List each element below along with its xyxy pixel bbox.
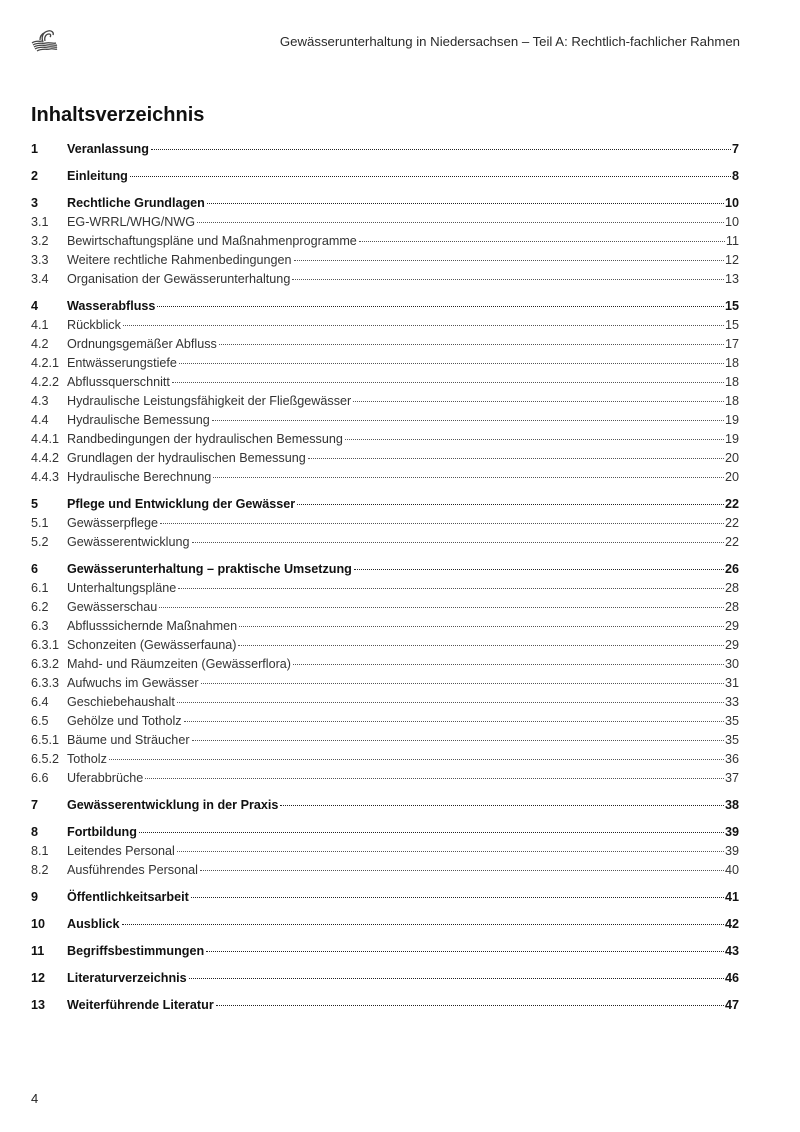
toc-entry-number: 4.2.1: [31, 356, 60, 370]
toc-entry-number: 8.2: [31, 863, 49, 877]
toc-entry-title: Rechtliche Grundlagen: [67, 196, 205, 210]
toc-entry-title: Uferabbrüche: [67, 771, 144, 785]
toc-entry-page: 13: [724, 272, 739, 286]
toc-entry[interactable]: [31, 969, 739, 988]
toc-entry-page: 30: [724, 657, 739, 671]
toc-entry-title: Weiterführende Literatur: [67, 998, 214, 1012]
dot-leader: [354, 569, 724, 570]
toc-entry-page: 43: [724, 944, 739, 958]
toc-entry[interactable]: [31, 373, 739, 392]
toc-entry-title: Ordnungsgemäßer Abfluss: [67, 337, 217, 351]
toc-entry[interactable]: [31, 514, 739, 533]
toc-entry[interactable]: [31, 232, 739, 251]
toc-entry-number: 6.5.2: [31, 752, 60, 766]
dot-leader: [160, 523, 724, 524]
toc-entry-page: 10: [724, 215, 739, 229]
toc-entry-page: 28: [724, 581, 739, 595]
toc-entry-title: EG-WRRL/WHG/NWG: [67, 215, 196, 229]
dot-leader: [192, 740, 724, 741]
toc-entry[interactable]: [31, 674, 739, 693]
toc-entry-page: 20: [724, 451, 739, 465]
toc-entry-number: 6.6: [31, 771, 49, 785]
dot-leader: [293, 664, 724, 665]
toc-entry-title: Aufwuchs im Gewässer: [67, 676, 199, 690]
toc-entry-number: 4.3: [31, 394, 49, 408]
toc-entry[interactable]: [31, 731, 739, 750]
toc-entry[interactable]: [31, 468, 739, 487]
toc-entry-number: 6.1: [31, 581, 49, 595]
toc-entry-page: 42: [724, 917, 739, 931]
toc-entry[interactable]: [31, 251, 739, 270]
toc-entry-number: 4.4.1: [31, 432, 60, 446]
toc-entry-number: 13: [31, 998, 46, 1012]
toc-entry-page: 33: [724, 695, 739, 709]
toc-entry[interactable]: [31, 823, 739, 842]
toc-entry[interactable]: [31, 769, 739, 788]
toc-entry-number: 6.3.3: [31, 676, 60, 690]
toc-entry-title: Organisation der Gewässerunterhaltung: [67, 272, 291, 286]
toc-entry[interactable]: [31, 392, 739, 411]
toc-entry-title: Hydraulische Leistungsfähigkeit der Fließgewässer: [67, 394, 352, 408]
toc-entry-number: 3: [31, 196, 39, 210]
dot-leader: [139, 832, 724, 833]
dot-leader: [123, 325, 724, 326]
toc-entry-number: 4.4.2: [31, 451, 60, 465]
toc-entry[interactable]: [31, 712, 739, 731]
toc-entry-number: 3.4: [31, 272, 49, 286]
toc-entry-page: 19: [724, 413, 739, 427]
toc-entry-title: Abflusssichernde Maßnahmen: [67, 619, 238, 633]
dot-leader: [359, 241, 725, 242]
toc-entry-number: 6.4: [31, 695, 49, 709]
toc-entry-page: 29: [724, 619, 739, 633]
toc-entry-number: 1: [31, 142, 39, 156]
toc-entry-title: Fortbildung: [67, 825, 137, 839]
dot-leader: [213, 477, 724, 478]
toc-entry-title: Weitere rechtliche Rahmenbedingungen: [67, 253, 292, 267]
toc-entry-title: Pflege und Entwicklung der Gewässer: [67, 497, 296, 511]
toc-entry[interactable]: [31, 842, 739, 861]
toc-entry-number: 6: [31, 562, 39, 576]
toc-entry[interactable]: [31, 598, 739, 617]
toc-entry-page: 17: [724, 337, 739, 351]
toc-entry-page: 15: [724, 299, 739, 313]
dot-leader: [212, 420, 724, 421]
toc-entry[interactable]: [31, 194, 739, 213]
running-header-title: Gewässerunterhaltung in Niedersachsen – Teil A: Rechtlich-fachlicher Rahmen: [279, 34, 740, 49]
toc-entry[interactable]: [31, 942, 739, 961]
toc-entry-page: 39: [724, 825, 739, 839]
dot-leader: [109, 759, 724, 760]
toc-entry-number: 6.3.1: [31, 638, 60, 652]
toc-entry[interactable]: [31, 449, 739, 468]
dot-leader: [197, 222, 724, 223]
toc-entry[interactable]: [31, 354, 739, 373]
toc-entry-page: 26: [724, 562, 739, 576]
toc-entry-title: Begriffsbestimmungen: [67, 944, 205, 958]
toc-entry-page: 18: [724, 394, 739, 408]
toc-entry-number: 4.2: [31, 337, 49, 351]
toc-entry-number: 6.3.2: [31, 657, 60, 671]
toc-entry-number: 6.5: [31, 714, 49, 728]
toc-entry-number: 3.3: [31, 253, 49, 267]
toc-entry-title: Ausblick: [67, 917, 120, 931]
toc-entry-number: 4: [31, 299, 39, 313]
toc-entry[interactable]: [31, 861, 739, 880]
toc-entry-number: 5: [31, 497, 39, 511]
toc-entry-number: 6.2: [31, 600, 49, 614]
toc-entry-number: 9: [31, 890, 39, 904]
toc-entry-title: Öffentlichkeitsarbeit: [67, 890, 189, 904]
dot-leader: [122, 924, 724, 925]
toc-entry-number: 11: [31, 944, 45, 958]
toc-entry-page: 36: [724, 752, 739, 766]
dot-leader: [177, 851, 724, 852]
toc-entry[interactable]: [31, 430, 739, 449]
dot-leader: [216, 1005, 724, 1006]
toc-entry-page: 7: [731, 142, 739, 156]
toc-entry-title: Bewirtschaftungspläne und Maßnahmenprogramme: [67, 234, 357, 248]
toc-entry[interactable]: [31, 270, 739, 289]
toc-entry-title: Gehölze und Totholz: [67, 714, 182, 728]
toc-entry-title: Gewässerschau: [67, 600, 158, 614]
dot-leader: [179, 363, 724, 364]
toc-entry-page: 18: [724, 356, 739, 370]
toc-entry-title: Gewässerentwicklung in der Praxis: [67, 798, 279, 812]
toc-entry-page: 35: [724, 714, 739, 728]
dot-leader: [192, 542, 724, 543]
dot-leader: [353, 401, 724, 402]
toc-entry-page: 15: [724, 318, 739, 332]
toc-entry[interactable]: [31, 533, 739, 552]
toc-entry-page: 10: [724, 196, 739, 210]
dot-leader: [294, 260, 724, 261]
dot-leader: [172, 382, 724, 383]
toc-entry-title: Abflussquerschnitt: [67, 375, 170, 389]
toc-heading: Inhaltsverzeichnis: [31, 104, 205, 126]
toc-entry[interactable]: [31, 140, 739, 159]
toc-entry-title: Veranlassung: [67, 142, 149, 156]
dot-leader: [219, 344, 724, 345]
toc-entry[interactable]: [31, 796, 739, 815]
dot-leader: [345, 439, 724, 440]
dot-leader: [177, 702, 724, 703]
toc-entry[interactable]: [31, 693, 739, 712]
toc-entry[interactable]: [31, 579, 739, 598]
dot-leader: [145, 778, 724, 779]
wave-logo-icon: [30, 29, 58, 53]
dot-leader: [178, 588, 724, 589]
dot-leader: [200, 870, 724, 871]
toc-entry-number: 12: [31, 971, 46, 985]
toc-entry-number: 5.2: [31, 535, 49, 549]
toc-entry-number: 8: [31, 825, 39, 839]
toc-entry-title: Bäume und Sträucher: [67, 733, 190, 747]
dot-leader: [201, 683, 724, 684]
page-number: 4: [31, 1091, 39, 1106]
dot-leader: [130, 176, 731, 177]
toc-entry[interactable]: [31, 560, 739, 579]
toc-entry-number: 7: [31, 798, 39, 812]
toc-entry[interactable]: [31, 167, 739, 186]
toc-entry[interactable]: [31, 297, 739, 316]
toc-entry-number: 3.2: [31, 234, 49, 248]
toc-entry-number: 4.2.2: [31, 375, 60, 389]
toc-entry-page: 12: [724, 253, 739, 267]
toc-entry-title: Hydraulische Berechnung: [67, 470, 212, 484]
toc-entry-title: Gewässerunterhaltung – praktische Umsetzung: [67, 562, 352, 576]
toc-entry-number: 3.1: [31, 215, 49, 229]
toc-entry-page: 41: [724, 890, 739, 904]
toc-entry-page: 35: [724, 733, 739, 747]
toc-entry-page: 40: [724, 863, 739, 877]
toc-entry-title: Leitendes Personal: [67, 844, 175, 858]
dot-leader: [207, 203, 724, 204]
dot-leader: [151, 149, 731, 150]
toc-entry-number: 10: [31, 917, 46, 931]
toc-entry-title: Wasserabfluss: [67, 299, 156, 313]
toc-entry[interactable]: [31, 996, 739, 1015]
toc-entry[interactable]: [31, 636, 739, 655]
toc-entry[interactable]: [31, 655, 739, 674]
dot-leader: [159, 607, 724, 608]
dot-leader: [297, 504, 724, 505]
dot-leader: [308, 458, 724, 459]
toc-entry-page: 22: [724, 516, 739, 530]
dot-leader: [206, 951, 724, 952]
toc-entry-title: Rückblick: [67, 318, 121, 332]
toc-entry[interactable]: [31, 213, 739, 232]
toc-entry-title: Gewässerentwicklung: [67, 535, 190, 549]
toc-entry-page: 47: [724, 998, 739, 1012]
dot-leader: [189, 978, 724, 979]
toc-entry-page: 28: [724, 600, 739, 614]
toc-entry-title: Geschiebehaushalt: [67, 695, 175, 709]
toc-entry[interactable]: [31, 316, 739, 335]
toc-entry-number: 4.1: [31, 318, 49, 332]
toc-entry[interactable]: [31, 915, 739, 934]
toc-entry-title: Schonzeiten (Gewässerfauna): [67, 638, 237, 652]
toc-entry-title: Hydraulische Bemessung: [67, 413, 210, 427]
dot-leader: [292, 279, 724, 280]
toc-entry-page: 22: [724, 497, 739, 511]
toc-entry-page: 22: [724, 535, 739, 549]
toc-entry-title: Unterhaltungspläne: [67, 581, 177, 595]
toc-entry-title: Grundlagen der hydraulischen Bemessung: [67, 451, 306, 465]
dot-leader: [157, 306, 724, 307]
toc-entry-number: 8.1: [31, 844, 49, 858]
toc-entry-title: Einleitung: [67, 169, 128, 183]
toc-entry-page: 19: [724, 432, 739, 446]
toc-entry-page: 18: [724, 375, 739, 389]
toc-entry-page: 11: [725, 234, 739, 248]
table-of-contents: [31, 140, 739, 1015]
toc-entry-title: Mahd- und Räumzeiten (Gewässerflora): [67, 657, 291, 671]
toc-entry-title: Totholz: [67, 752, 107, 766]
toc-entry-page: 38: [724, 798, 739, 812]
toc-entry-page: 20: [724, 470, 739, 484]
toc-entry-title: Entwässerungstiefe: [67, 356, 177, 370]
toc-entry-number: 4.4.3: [31, 470, 60, 484]
toc-entry[interactable]: [31, 411, 739, 430]
toc-entry[interactable]: [31, 888, 739, 907]
toc-entry-page: 8: [731, 169, 739, 183]
dot-leader: [239, 626, 724, 627]
toc-entry-page: 29: [724, 638, 739, 652]
toc-entry-number: 4.4: [31, 413, 49, 427]
toc-entry-page: 31: [724, 676, 739, 690]
toc-entry-title: Literaturverzeichnis: [67, 971, 187, 985]
toc-entry-title: Randbedingungen der hydraulischen Bemessung: [67, 432, 343, 446]
toc-entry-number: 6.5.1: [31, 733, 60, 747]
dot-leader: [238, 645, 724, 646]
toc-entry[interactable]: [31, 617, 739, 636]
toc-entry[interactable]: [31, 335, 739, 354]
toc-entry-title: Ausführendes Personal: [67, 863, 198, 877]
toc-entry-number: 2: [31, 169, 39, 183]
toc-entry-page: 39: [724, 844, 739, 858]
toc-entry[interactable]: [31, 750, 739, 769]
toc-entry-page: 46: [724, 971, 739, 985]
toc-entry-number: 6.3: [31, 619, 49, 633]
dot-leader: [184, 721, 724, 722]
dot-leader: [191, 897, 724, 898]
dot-leader: [280, 805, 724, 806]
toc-entry-page: 37: [724, 771, 739, 785]
toc-entry-number: 5.1: [31, 516, 49, 530]
toc-entry[interactable]: [31, 495, 739, 514]
toc-entry-title: Gewässerpflege: [67, 516, 159, 530]
